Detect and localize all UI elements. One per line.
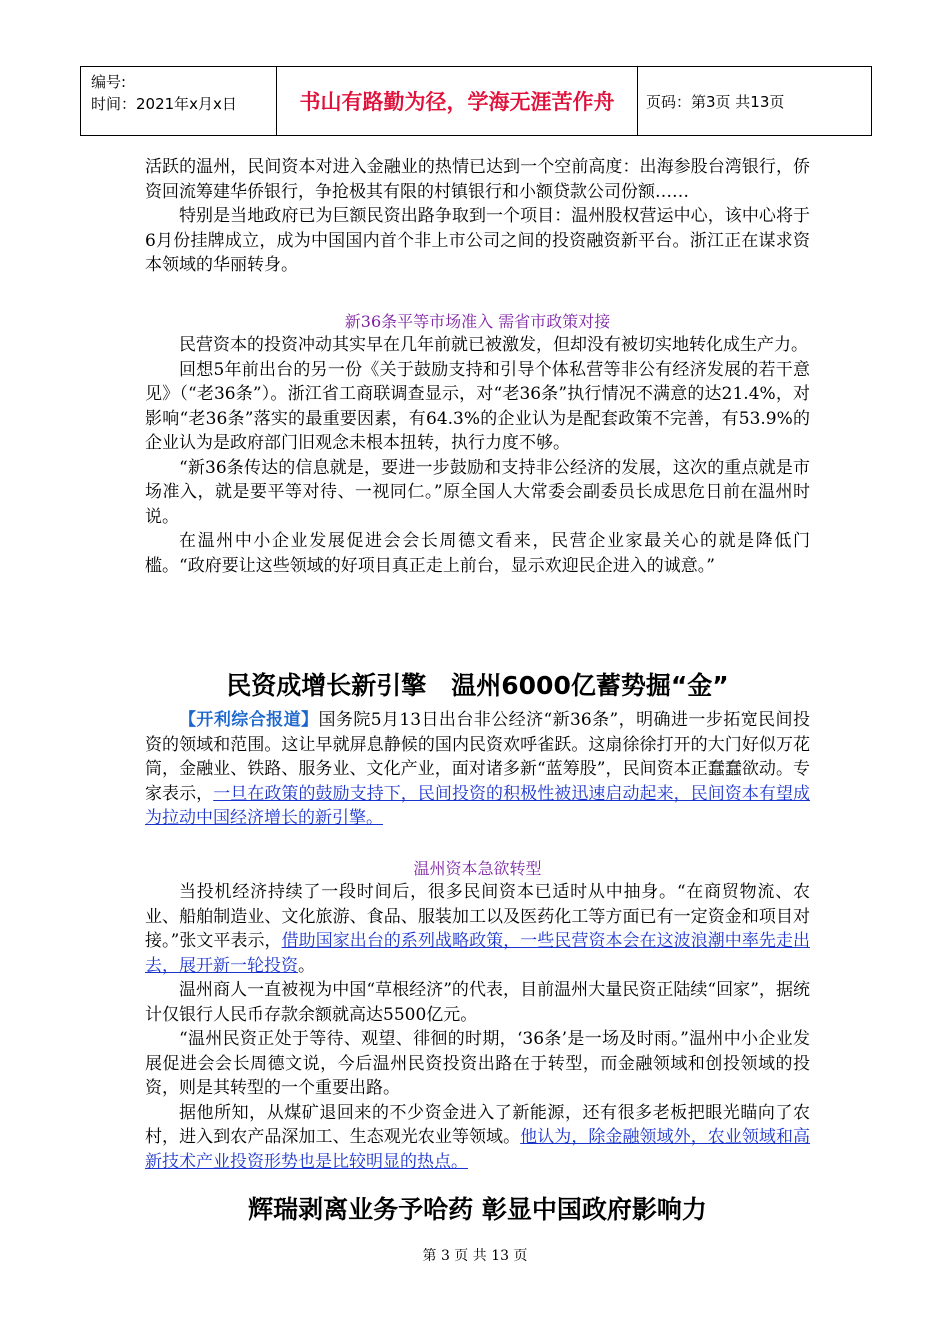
paragraph-11-text: 据他所知，从煤矿退回来的不少资金进入了新能源，还有很多老板把眼光瞄向了农村，进入到农产品深加工、生态观光农业等领域。 (145, 1102, 810, 1147)
paragraph-8 (145, 880, 810, 978)
header-left-cell (81, 67, 277, 135)
time-label: 时间：2021年x月x日 (91, 95, 237, 113)
paragraph-5: “新36条传达的信息就是，要进一步鼓励和支持非公经济的发展，这次的重点就是市场准入，就是要平等对待、一视同仁。”原全国人大常委会副委员长成思危日前在温州时说。 (145, 457, 810, 527)
paragraph-8-text: 当投机经济持续了一段时间后，很多民间资本已适时从中抽身。“在商贸物流、农业、船舶制造业、文化旅游、食品、服装加工以及医药化工等方面已有一定资金和项目对接。”张文平表示， (145, 882, 810, 951)
paragraph-group (145, 333, 810, 578)
paragraph-3: 民营资本的投资冲动其实早在几年前就已被激发，但却没有被切实地转化成生产力。 (179, 335, 808, 355)
header-motto: 书山有路勤为径，学海无涯苦作舟 (277, 67, 638, 135)
page-header (80, 66, 872, 136)
paragraph-8-link[interactable]: 借助国家出台的系列战略政策，一些民营资本会在这波浪潮中率先走出去，展开新一轮投资 (145, 931, 810, 976)
article-heading-1: 民资成增长新引擎 温州6000亿蓄势掘“金” (226, 671, 729, 700)
page-footer: 第 3 页 共 13 页 (422, 1248, 528, 1264)
paragraph-7-link[interactable]: 一旦在政策的鼓励支持下，民间投资的积极性被迅速启动起来，民间资本有望成为拉动中国经济增长的新引擎。 (145, 783, 811, 828)
paragraph (145, 155, 810, 278)
paragraph-group (145, 880, 810, 1174)
subheading-1: 新36条平等市场准入 需省市政策对接 (344, 312, 611, 331)
paragraph-8-end: 。 (298, 955, 315, 976)
paragraph-7 (145, 708, 810, 831)
paragraph-7-text: 国务院5月13日出台非公经济“新36条”，明确进一步拓宽民间投资的领域和范围。这让早就屏息静候的国内民资欢呼雀跃。这扇徐徐打开的大门好似万花筒，金融业、铁路、服务业、文化产业，面对诸多新“蓝筹股”，民间资本正蠢蠢欲动。专家表示， (145, 710, 810, 804)
report-tag: 【开利综合报道】 (179, 710, 319, 730)
paragraph-9: 温州商人一直被视为中国“草根经济”的代表，目前温州大量民资正陆续“回家”，据统计仅银行人民币存款余额就高达5500亿元。 (145, 980, 810, 1025)
paragraph-2: 特别是当地政府已为巨额民资出路争取到一个项目：温州股权营运中心，该中心将于6月份挂牌成立，成为中国国内首个非上市公司之间的投资融资新平台。浙江正在谋求资本领域的华丽转身。 (145, 206, 810, 275)
paragraph-6: 在温州中小企业发展促进会会长周德文看来，民营企业家最关心的就是降低门槛。“政府要让这些领域的好项目真正走上前台，显示欢迎民企进入的诚意。” (145, 531, 810, 576)
paragraph-11-link[interactable]: 他认为，除金融领域外，农业领域和高新技术产业投资形势也是比较明显的热点。 (145, 1127, 811, 1172)
paragraph-10: “温州民资正处于等待、观望、徘徊的时期，‘36条’是一场及时雨。”温州中小企业发展促进会会长周德文说，今后温州民资投资出路在于转型，而金融领域和创投领域的投资，则是其转型的一个重要出路。 (145, 1029, 810, 1098)
paragraph-group (145, 708, 810, 831)
number-label: 编号: (91, 73, 127, 91)
paragraph-4: 回想5年前出台的另一份《关于鼓励支持和引导个体私营等非公有经济发展的若干意见》（“老36条”）。浙江省工商联调查显示，对“老36条”执行情况不满意的达21.4%，对影响“老36条”落实的最重要因素，有64.3%的企业认为是配套政策不完善，有53.9%的企业认为是政府部门旧观念未根本扭转，执行力度不够。 (145, 359, 810, 453)
paragraph-11 (145, 1101, 810, 1175)
paragraph-1: 活跃的温州，民间资本对进入金融业的热情已达到一个空前高度：出海参股台湾银行，侨资回流筹建华侨银行，争抢极其有限的村镇银行和小额贷款公司份额…… (145, 157, 810, 202)
article-heading-2: 辉瑞剥离业务予哈药 彰显中国政府影响力 (248, 1195, 707, 1224)
header-page-label: 页码：第3页 共13页 (646, 92, 785, 111)
subheading-2: 温州资本急欲转型 (413, 859, 542, 878)
